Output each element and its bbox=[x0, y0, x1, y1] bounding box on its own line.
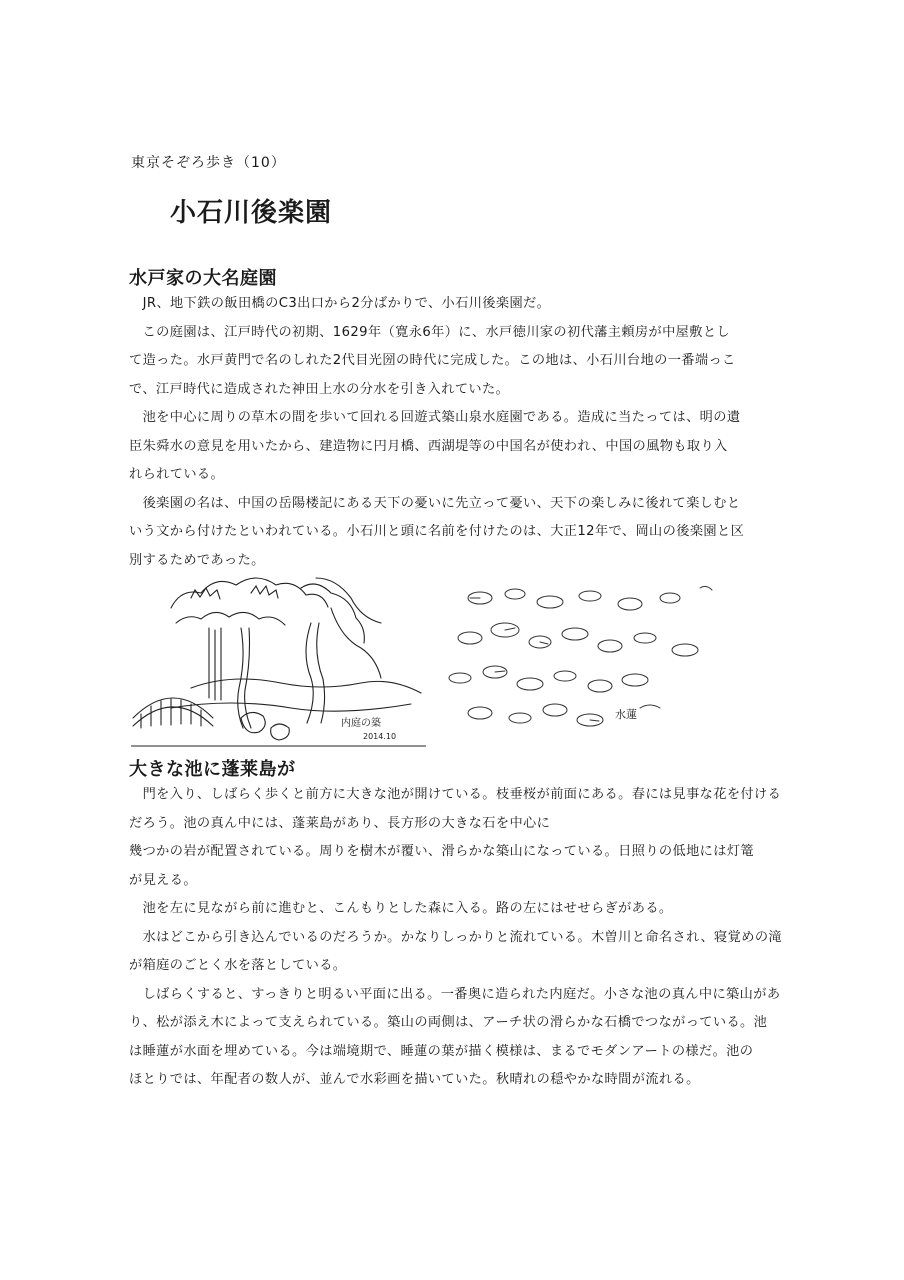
body-line: が見える。 bbox=[129, 872, 197, 888]
section-heading-1: 水戸家の大名庭園 bbox=[129, 268, 277, 289]
sketch-date: 2014.10 bbox=[363, 732, 397, 741]
body-line: 池を左に見ながら前に進むと、こんもりとした森に入る。路の左にはせせらぎがある。 bbox=[129, 901, 673, 916]
body-line: て造った。水戸黄門で名のしれた2代目光圀の時代に完成した。この地は、小石川台地の一番端っこ bbox=[129, 353, 736, 368]
body-line: 臣朱舜水の意見を用いたから、建造物に円月橋、西湖堤等の中国名が使われ、中国の風物も取り入 bbox=[129, 438, 728, 454]
body-line: が箱庭のごとく水を落としている。 bbox=[129, 958, 347, 973]
body-line: れられている。 bbox=[129, 467, 225, 482]
body-line: この庭園は、江戸時代の初期、1629年（寛永6年）に、水戸徳川家の初代藩主頼房が中屋敷とし bbox=[129, 324, 731, 340]
body-line: 門を入り、しばらく歩くと前方に大きな池が開けている。枝垂桜が前面にある。春には見事な花を付ける bbox=[129, 787, 782, 802]
body-line: で、江戸時代に造成された神田上水の分水を引き入れていた。 bbox=[129, 381, 510, 397]
body-line: JR、地下鉄の飯田橋のC3出口から2分ばかりで、小石川後楽園だ。 bbox=[129, 296, 551, 311]
section-heading-2: 大きな池に蓬莱島が bbox=[129, 759, 296, 780]
series-label: 東京そぞろ歩き（10） bbox=[131, 155, 286, 171]
sketch-caption: 水蓮 bbox=[615, 708, 637, 721]
inner-garden-sketch bbox=[131, 568, 426, 748]
body-line: いう文から付けたといわれている。小石川と頭に名前を付けたのは、大正12年で、岡山の後楽園と区 bbox=[129, 524, 745, 539]
section-body-1 bbox=[129, 290, 777, 575]
water-lily-sketch bbox=[440, 568, 730, 748]
body-line: 幾つかの岩が配置されている。周りを樹木が覆い、滑らかな築山になっている。日照りの低地には灯篭 bbox=[129, 844, 755, 859]
body-line: 別するためであった。 bbox=[129, 552, 265, 568]
body-line: しばらくすると、すっきりと明るい平面に出る。一番奥に造られた内庭だ。小さな池の真ん中に築山があ bbox=[129, 986, 781, 1002]
body-line: 池を中心に周りの草木の間を歩いて回れる回遊式築山泉水庭園である。造成に当たっては、明の遺 bbox=[129, 410, 741, 425]
body-line: は睡蓮が水面を埋めている。今は端境期で、睡蓮の葉が描く模様は、まるでモダンアートの様だ。池の bbox=[129, 1043, 754, 1059]
section-body-2 bbox=[129, 781, 782, 1095]
sketch-caption: 内庭の築 bbox=[341, 718, 381, 729]
body-line: ほとりでは、年配者の数人が、並んで水彩画を描いていた。秋晴れの穏やかな時間が流れる。 bbox=[129, 1072, 700, 1087]
body-line: 水はどこから引き込んでいるのだろうか。かなりしっかりと流れている。木曽川と命名され、寝覚めの滝 bbox=[129, 929, 782, 945]
body-line: り、松が添え木によって支えられている。築山の両側は、アーチ状の滑らかな石橋でつながっている。池 bbox=[129, 1015, 768, 1030]
body-line: 後楽園の名は、中国の岳陽楼記にある天下の憂いに先立って憂い、天下の楽しみに後れて楽しむと bbox=[129, 495, 741, 511]
body-line: だろう。池の真ん中には、蓬莱島があり、長方形の大きな石を中心に bbox=[129, 815, 551, 831]
page-title: 小石川後楽園 bbox=[170, 198, 333, 228]
